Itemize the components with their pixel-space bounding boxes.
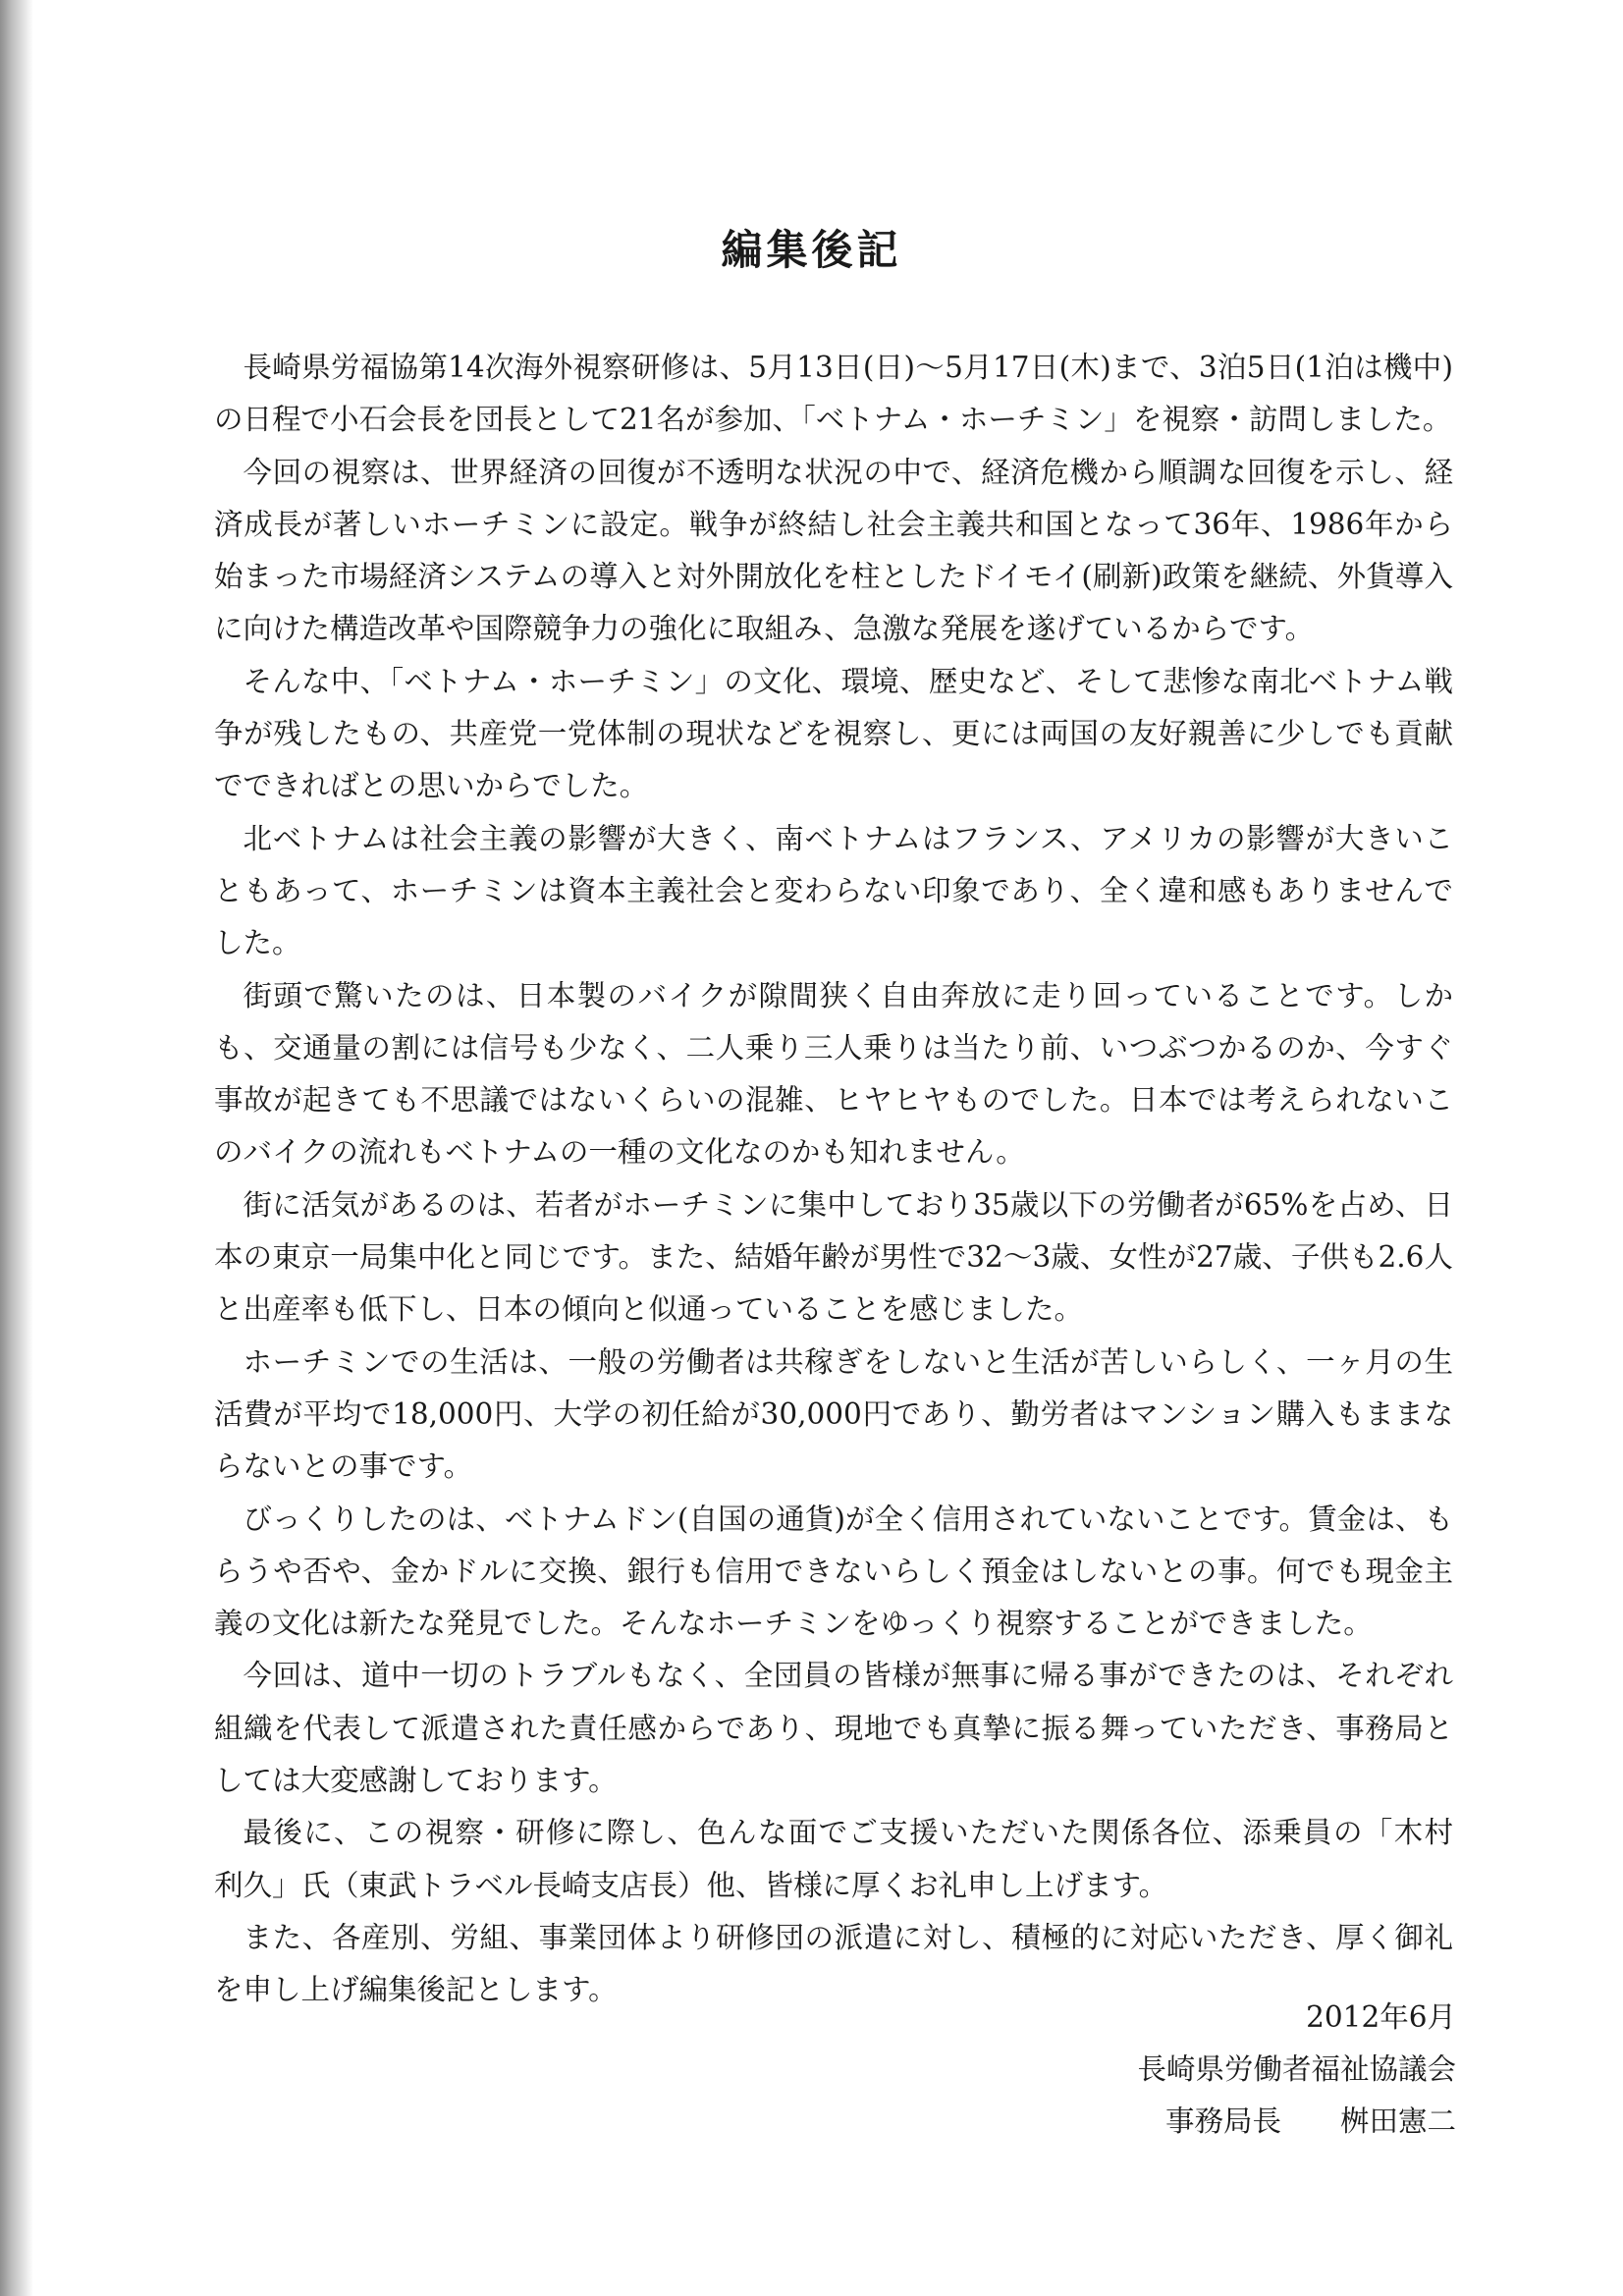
- signature-name: 桝田憲二: [1339, 2105, 1456, 2138]
- paragraph-10: 最後に、この視察・研修に際し、色んな面でご支援いただいた関係各位、添乗員の「木村 利久」氏（東武トラベル長崎支店長）他、皆様に厚くお礼申し上げます。: [214, 1816, 1483, 1902]
- signature-line: [1137, 2096, 1456, 2148]
- page-binding-shadow: [0, 0, 33, 2296]
- paragraph-7: ホーチミンでの生活は、一般の労働者は共稼ぎをしないと生活が苦しいらしく、一ヶ月の生活費が平均で18,000円、大学の初任給が30,000円であり、勤労者はマンション購入もままならないとの事です。: [214, 1344, 1453, 1484]
- signature-block: [1137, 1992, 1456, 2148]
- paragraph-4: 北ベトナムは社会主義の影響が大きく、南ベトナムはフランス、アメリカの影響が大きいこともあって、ホーチミンは資本主義社会と変わらない印象であり、全く違和感もありませんでした。: [214, 821, 1453, 960]
- paragraph-3: そんな中、「ベトナム・ホーチミン」の文化、環境、歴史など、そして悲惨な南北ベトナム戦争が残したもの、共産党一党体制の現状などを視察し、更には両国の友好親善に少しでも貢献でできればとの思いからでした。: [214, 664, 1453, 803]
- paragraph-11: また、各産別、労組、事業団体より研修団の派遣に対し、積極的に対応いただき、厚く御礼を申し上げ編集後記とします。: [214, 1920, 1453, 2007]
- paragraph-5: 街頭で驚いたのは、日本製のバイクが隙間狭く自由奔放に走り回っていることです。しかも、交通量の割には信号も少なく、二人乗り三人乗りは当たり前、いつぶつかるのか、今すぐ事故が起きても不思議ではないくらいの混雑、ヒヤヒヤものでした。日本では考えられないこのバイクの流れもベトナムの一種の文化なのかも知れません。: [214, 978, 1453, 1170]
- signature-date: 2012年6月: [1306, 2000, 1456, 2034]
- paragraph-2: 今回の視察は、世界経済の回復が不透明な状況の中で、経済危機から順調な回復を示し、経済成長が著しいホーチミンに設定。戦争が終結し社会主義共和国となって36年、1986年から始まった市場経済システムの導入と対外開放化を柱としたドイモイ(刷新)政策を継続、外貨導入に向けた構造改革や国際競争力の強化に取組み、急激な発展を遂げているからです。: [214, 455, 1453, 646]
- paragraph-6: 街に活気があるのは、若者がホーチミンに集中しており35歳以下の労働者が65%を占め、日本の東京一局集中化と同じです。また、結婚年齢が男性で32〜3歳、女性が27歳、子供も2.6人と出産率も低下し、日本の傾向と似通っていることを感じました。: [214, 1187, 1453, 1327]
- signature-organization: 長崎県労働者福祉協議会: [1137, 2052, 1456, 2086]
- page-title: 編集後記: [721, 226, 902, 274]
- paragraph-9: 今回は、道中一切のトラブルもなく、全団員の皆様が無事に帰る事ができたのは、それぞれ組織を代表して派遣された責任感からであり、現地でも真摯に振る舞っていただき、事務局としては大変感謝しております。: [214, 1659, 1453, 1798]
- paragraph-1: 長崎県労福協第14次海外視察研修は、5月13日(日)〜5月17日(木)まで、3泊5日(1泊は機中)の日程で小石会長を団長として21名が参加、「ベトナム・ホーチミン」を視察・訪問しました。: [214, 351, 1453, 437]
- paragraph-8: びっくりしたのは、ベトナムドン(自国の通貨)が全く信用されていないことです。賃金は、もらうや否や、金かドルに交換、銀行も信用できないらしく預金はしないとの事。何でも現金主義の文化は新たな発見でした。そんなホーチミンをゆっくり視察することができました。: [214, 1502, 1453, 1641]
- signature-role: 事務局長: [1164, 2105, 1281, 2138]
